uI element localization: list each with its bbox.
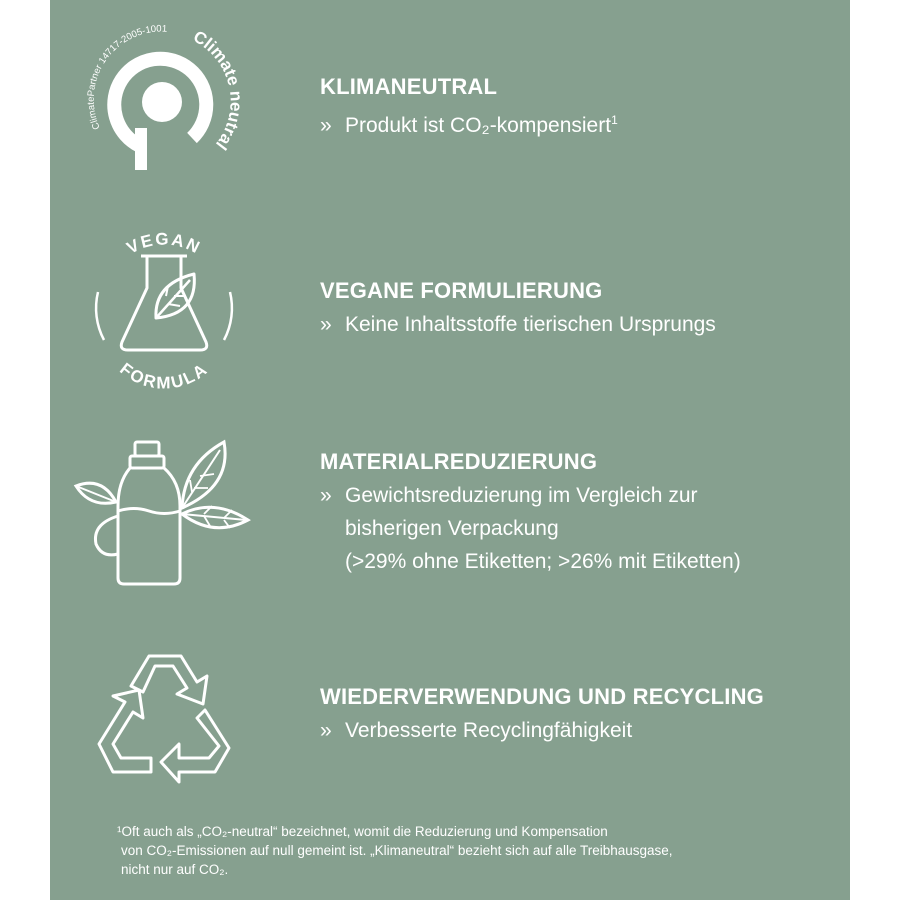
feature-material-reduction [320,448,741,578]
feature-title: MATERIALREDUZIERUNG [320,449,598,474]
feature-title: WIEDERVERWENDUNG UND RECYCLING [320,684,764,709]
footnote-marker: 1 [611,113,618,127]
bullet-marker: » [320,719,332,742]
feature-line: bisherigen Verpackung [345,517,559,540]
vegan-seal-top-text: VEGAN [123,229,205,258]
climate-seal-claim-text: Climate neutral [190,26,246,154]
feature-climate-neutral [320,73,618,142]
recycling-arrows-icon [95,648,235,780]
climate-neutral-seal-icon [80,18,250,188]
bullet-marker: » [320,114,332,137]
feature-title: VEGANE FORMULIERUNG [320,278,603,303]
vegan-seal-bottom-text: FORMULA [116,359,212,393]
bullet-marker: » [320,313,332,336]
feature-line: (>29% ohne Etiketten; >26% mit Etiketten) [345,550,741,573]
feature-line: » Verbesserte Recyclingfähigkeit [320,714,764,747]
climate-seal-id-text: ClimatePartner 14717-2005-1001 [85,23,168,132]
feature-vegan-formula [320,277,716,341]
footnote [117,822,817,879]
feature-line: » Produkt ist CO₂-kompensiert$^1$ [320,104,618,142]
bottle-leaves-icon [74,436,254,591]
vegan-formula-seal-icon [84,222,244,392]
footnote-line: nicht nur auf CO₂. [121,862,229,877]
feature-title: KLIMANEUTRAL [320,74,498,99]
feature-line: » Keine Inhaltsstoffe tierischen Ursprungs [320,308,716,341]
bullet-marker: » [320,484,332,507]
feature-line: » Gewichtsreduzierung im Vergleich zur [320,479,741,512]
footnote-line: von CO₂-Emissionen auf null gemeint ist. „Klimaneutral“ bezieht sich auf alle Treibhausgase, [121,843,673,858]
feature-recycling [320,683,764,747]
footnote-line: ¹Oft auch als „CO₂-neutral“ bezeichnet, womit die Reduzierung und Kompensation [117,824,608,839]
